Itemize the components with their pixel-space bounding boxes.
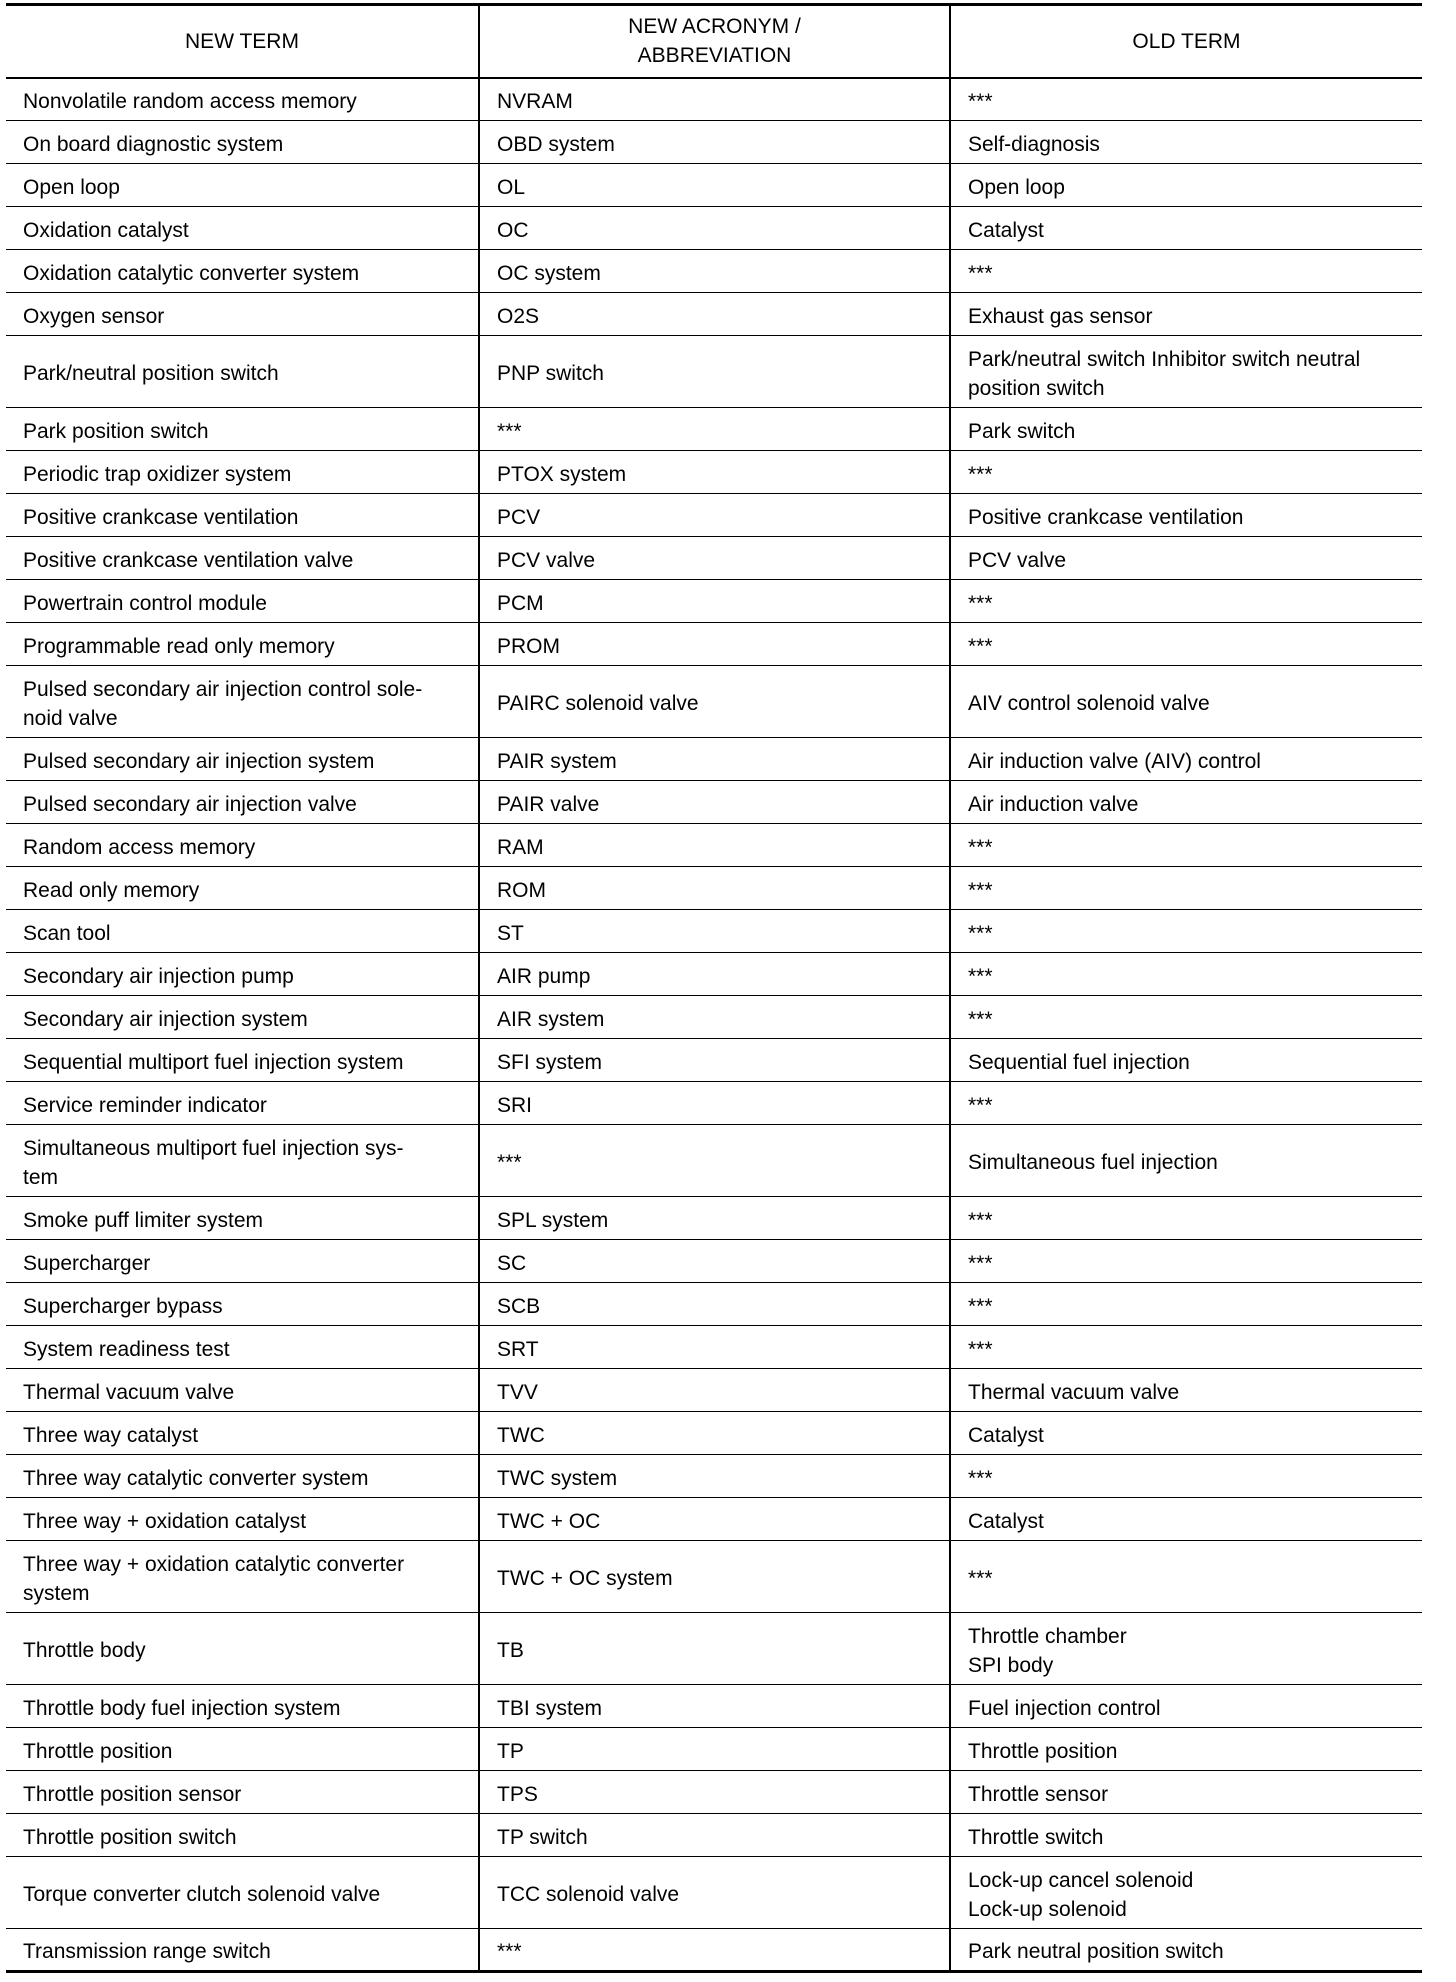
cell-new-acronym: TWC: [479, 1412, 950, 1455]
cell-old-term: ***: [950, 824, 1422, 867]
cell-new-acronym: SRI: [479, 1082, 950, 1125]
header-new-acronym: NEW ACRONYM / ABBREVIATION: [479, 5, 950, 78]
cell-new-term: Powertrain control module: [6, 580, 479, 623]
cell-new-term: Read only memory: [6, 867, 479, 910]
table-row: [6, 1929, 1422, 1972]
cell-new-acronym: TCC solenoid valve: [479, 1857, 950, 1929]
cell-old-term: Simultaneous fuel injection: [950, 1125, 1422, 1197]
cell-new-term: Programmable read only memory: [6, 623, 479, 666]
terminology-table: [6, 3, 1422, 1973]
cell-new-acronym: SRT: [479, 1326, 950, 1369]
table-row: [6, 207, 1422, 250]
table-row: [6, 1728, 1422, 1771]
cell-new-term: Thermal vacuum valve: [6, 1369, 479, 1412]
cell-new-acronym: RAM: [479, 824, 950, 867]
cell-old-term: Sequential fuel injection: [950, 1039, 1422, 1082]
cell-new-acronym: SPL system: [479, 1197, 950, 1240]
cell-old-term: ***: [950, 1283, 1422, 1326]
cell-new-term: Random access memory: [6, 824, 479, 867]
cell-new-term: Pulsed secondary air injection control sole- noid valve: [6, 666, 479, 738]
table-row: [6, 1283, 1422, 1326]
document-page: [6, 3, 1422, 1973]
cell-new-acronym: TP: [479, 1728, 950, 1771]
table-row: [6, 1240, 1422, 1283]
cell-new-acronym: PCV valve: [479, 537, 950, 580]
cell-new-term: Periodic trap oxidizer system: [6, 451, 479, 494]
cell-old-term: Air induction valve (AIV) control: [950, 738, 1422, 781]
cell-new-term: Park/neutral position switch: [6, 336, 479, 408]
cell-old-term: ***: [950, 953, 1422, 996]
table-row: [6, 1326, 1422, 1369]
cell-old-term: Lock-up cancel solenoid Lock-up solenoid: [950, 1857, 1422, 1929]
cell-new-term: Pulsed secondary air injection system: [6, 738, 479, 781]
table-row: [6, 738, 1422, 781]
cell-new-term: Oxidation catalytic converter system: [6, 250, 479, 293]
cell-new-term: Sequential multiport fuel injection system: [6, 1039, 479, 1082]
cell-old-term: Throttle position: [950, 1728, 1422, 1771]
cell-new-term: Throttle body: [6, 1613, 479, 1685]
cell-old-term: ***: [950, 910, 1422, 953]
cell-new-term: Oxidation catalyst: [6, 207, 479, 250]
cell-new-term: System readiness test: [6, 1326, 479, 1369]
table-row: [6, 580, 1422, 623]
cell-new-term: Supercharger: [6, 1240, 479, 1283]
cell-new-acronym: ***: [479, 1929, 950, 1972]
cell-new-term: Park position switch: [6, 408, 479, 451]
table-row: [6, 781, 1422, 824]
cell-new-term: Scan tool: [6, 910, 479, 953]
table-row: [6, 867, 1422, 910]
cell-new-acronym: SCB: [479, 1283, 950, 1326]
cell-new-acronym: OC: [479, 207, 950, 250]
cell-old-term: Air induction valve: [950, 781, 1422, 824]
cell-new-acronym: PAIRC solenoid valve: [479, 666, 950, 738]
table-row: [6, 1771, 1422, 1814]
cell-old-term: Self-diagnosis: [950, 121, 1422, 164]
table-row: [6, 1369, 1422, 1412]
cell-new-acronym: TPS: [479, 1771, 950, 1814]
table-row: [6, 250, 1422, 293]
cell-new-acronym: TWC system: [479, 1455, 950, 1498]
cell-old-term: ***: [950, 623, 1422, 666]
cell-new-acronym: OBD system: [479, 121, 950, 164]
cell-old-term: ***: [950, 996, 1422, 1039]
cell-old-term: Park neutral position switch: [950, 1929, 1422, 1972]
cell-old-term: ***: [950, 1326, 1422, 1369]
cell-new-term: Positive crankcase ventilation: [6, 494, 479, 537]
cell-old-term: ***: [950, 451, 1422, 494]
cell-new-term: On board diagnostic system: [6, 121, 479, 164]
cell-new-term: Three way + oxidation catalytic converter system: [6, 1541, 479, 1613]
cell-new-acronym: NVRAM: [479, 78, 950, 121]
table-row: [6, 1498, 1422, 1541]
table-row: [6, 824, 1422, 867]
cell-old-term: ***: [950, 580, 1422, 623]
table-row: [6, 623, 1422, 666]
cell-new-term: Three way catalytic converter system: [6, 1455, 479, 1498]
cell-new-term: Secondary air injection system: [6, 996, 479, 1039]
cell-new-acronym: PAIR valve: [479, 781, 950, 824]
cell-new-term: Torque converter clutch solenoid valve: [6, 1857, 479, 1929]
table-row: [6, 1412, 1422, 1455]
table-body: [6, 78, 1422, 1972]
cell-new-acronym: PCM: [479, 580, 950, 623]
cell-old-term: ***: [950, 78, 1422, 121]
table-row: [6, 996, 1422, 1039]
cell-old-term: ***: [950, 1240, 1422, 1283]
cell-old-term: Fuel injection control: [950, 1685, 1422, 1728]
cell-new-term: Transmission range switch: [6, 1929, 479, 1972]
cell-old-term: Park switch: [950, 408, 1422, 451]
table-row: [6, 1857, 1422, 1929]
cell-new-acronym: SFI system: [479, 1039, 950, 1082]
header-new-term: NEW TERM: [6, 5, 479, 78]
cell-new-term: Three way catalyst: [6, 1412, 479, 1455]
table-row: [6, 1082, 1422, 1125]
table-row: [6, 1613, 1422, 1685]
cell-new-acronym: SC: [479, 1240, 950, 1283]
cell-old-term: ***: [950, 1082, 1422, 1125]
table-row: [6, 910, 1422, 953]
table-row: [6, 666, 1422, 738]
cell-new-acronym: PAIR system: [479, 738, 950, 781]
cell-new-acronym: PCV: [479, 494, 950, 537]
cell-old-term: Catalyst: [950, 1498, 1422, 1541]
cell-old-term: Throttle switch: [950, 1814, 1422, 1857]
table-row: [6, 408, 1422, 451]
table-row: [6, 1197, 1422, 1240]
cell-old-term: ***: [950, 1455, 1422, 1498]
cell-new-term: Three way + oxidation catalyst: [6, 1498, 479, 1541]
table-row: [6, 451, 1422, 494]
cell-new-term: Positive crankcase ventilation valve: [6, 537, 479, 580]
table-row: [6, 1039, 1422, 1082]
cell-new-acronym: TP switch: [479, 1814, 950, 1857]
cell-new-term: Open loop: [6, 164, 479, 207]
cell-new-term: Supercharger bypass: [6, 1283, 479, 1326]
table-row: [6, 293, 1422, 336]
cell-new-acronym: TB: [479, 1613, 950, 1685]
cell-old-term: AIV control solenoid valve: [950, 666, 1422, 738]
cell-new-acronym: AIR pump: [479, 953, 950, 996]
cell-new-term: Throttle position sensor: [6, 1771, 479, 1814]
cell-new-term: Oxygen sensor: [6, 293, 479, 336]
cell-old-term: Positive crankcase ventilation: [950, 494, 1422, 537]
cell-old-term: Open loop: [950, 164, 1422, 207]
cell-new-term: Throttle position switch: [6, 1814, 479, 1857]
table-row: [6, 1541, 1422, 1613]
cell-old-term: ***: [950, 1541, 1422, 1613]
cell-new-acronym: ***: [479, 1125, 950, 1197]
table-row: [6, 1125, 1422, 1197]
cell-old-term: ***: [950, 1197, 1422, 1240]
cell-old-term: ***: [950, 250, 1422, 293]
cell-new-acronym: PROM: [479, 623, 950, 666]
cell-new-acronym: TWC + OC: [479, 1498, 950, 1541]
table-row: [6, 1685, 1422, 1728]
cell-new-acronym: OL: [479, 164, 950, 207]
cell-old-term: Catalyst: [950, 1412, 1422, 1455]
cell-new-term: Service reminder indicator: [6, 1082, 479, 1125]
table-row: [6, 537, 1422, 580]
table-header: [6, 5, 1422, 78]
cell-new-acronym: OC system: [479, 250, 950, 293]
cell-new-acronym: PTOX system: [479, 451, 950, 494]
cell-new-acronym: ROM: [479, 867, 950, 910]
cell-old-term: Throttle chamber SPI body: [950, 1613, 1422, 1685]
cell-new-acronym: TWC + OC system: [479, 1541, 950, 1613]
cell-new-term: Throttle position: [6, 1728, 479, 1771]
cell-new-term: Secondary air injection pump: [6, 953, 479, 996]
table-row: [6, 164, 1422, 207]
cell-new-acronym: ST: [479, 910, 950, 953]
cell-new-acronym: O2S: [479, 293, 950, 336]
cell-new-term: Pulsed secondary air injection valve: [6, 781, 479, 824]
table-row: [6, 121, 1422, 164]
cell-new-term: Throttle body fuel injection system: [6, 1685, 479, 1728]
cell-new-acronym: ***: [479, 408, 950, 451]
cell-old-term: Thermal vacuum valve: [950, 1369, 1422, 1412]
cell-new-acronym: PNP switch: [479, 336, 950, 408]
cell-new-term: Simultaneous multiport fuel injection sys- tem: [6, 1125, 479, 1197]
cell-new-acronym: TVV: [479, 1369, 950, 1412]
table-row: [6, 953, 1422, 996]
table-row: [6, 494, 1422, 537]
cell-old-term: PCV valve: [950, 537, 1422, 580]
cell-old-term: Throttle sensor: [950, 1771, 1422, 1814]
table-row: [6, 1814, 1422, 1857]
cell-old-term: ***: [950, 867, 1422, 910]
cell-new-acronym: AIR system: [479, 996, 950, 1039]
header-old-term: OLD TERM: [950, 5, 1422, 78]
table-row: [6, 1455, 1422, 1498]
cell-new-term: Smoke puff limiter system: [6, 1197, 479, 1240]
cell-new-acronym: TBI system: [479, 1685, 950, 1728]
cell-new-term: Nonvolatile random access memory: [6, 78, 479, 121]
cell-old-term: Park/neutral switch Inhibitor switch neutral position switch: [950, 336, 1422, 408]
table-row: [6, 336, 1422, 408]
header-row: [6, 5, 1422, 78]
cell-old-term: Catalyst: [950, 207, 1422, 250]
table-row: [6, 78, 1422, 121]
cell-old-term: Exhaust gas sensor: [950, 293, 1422, 336]
